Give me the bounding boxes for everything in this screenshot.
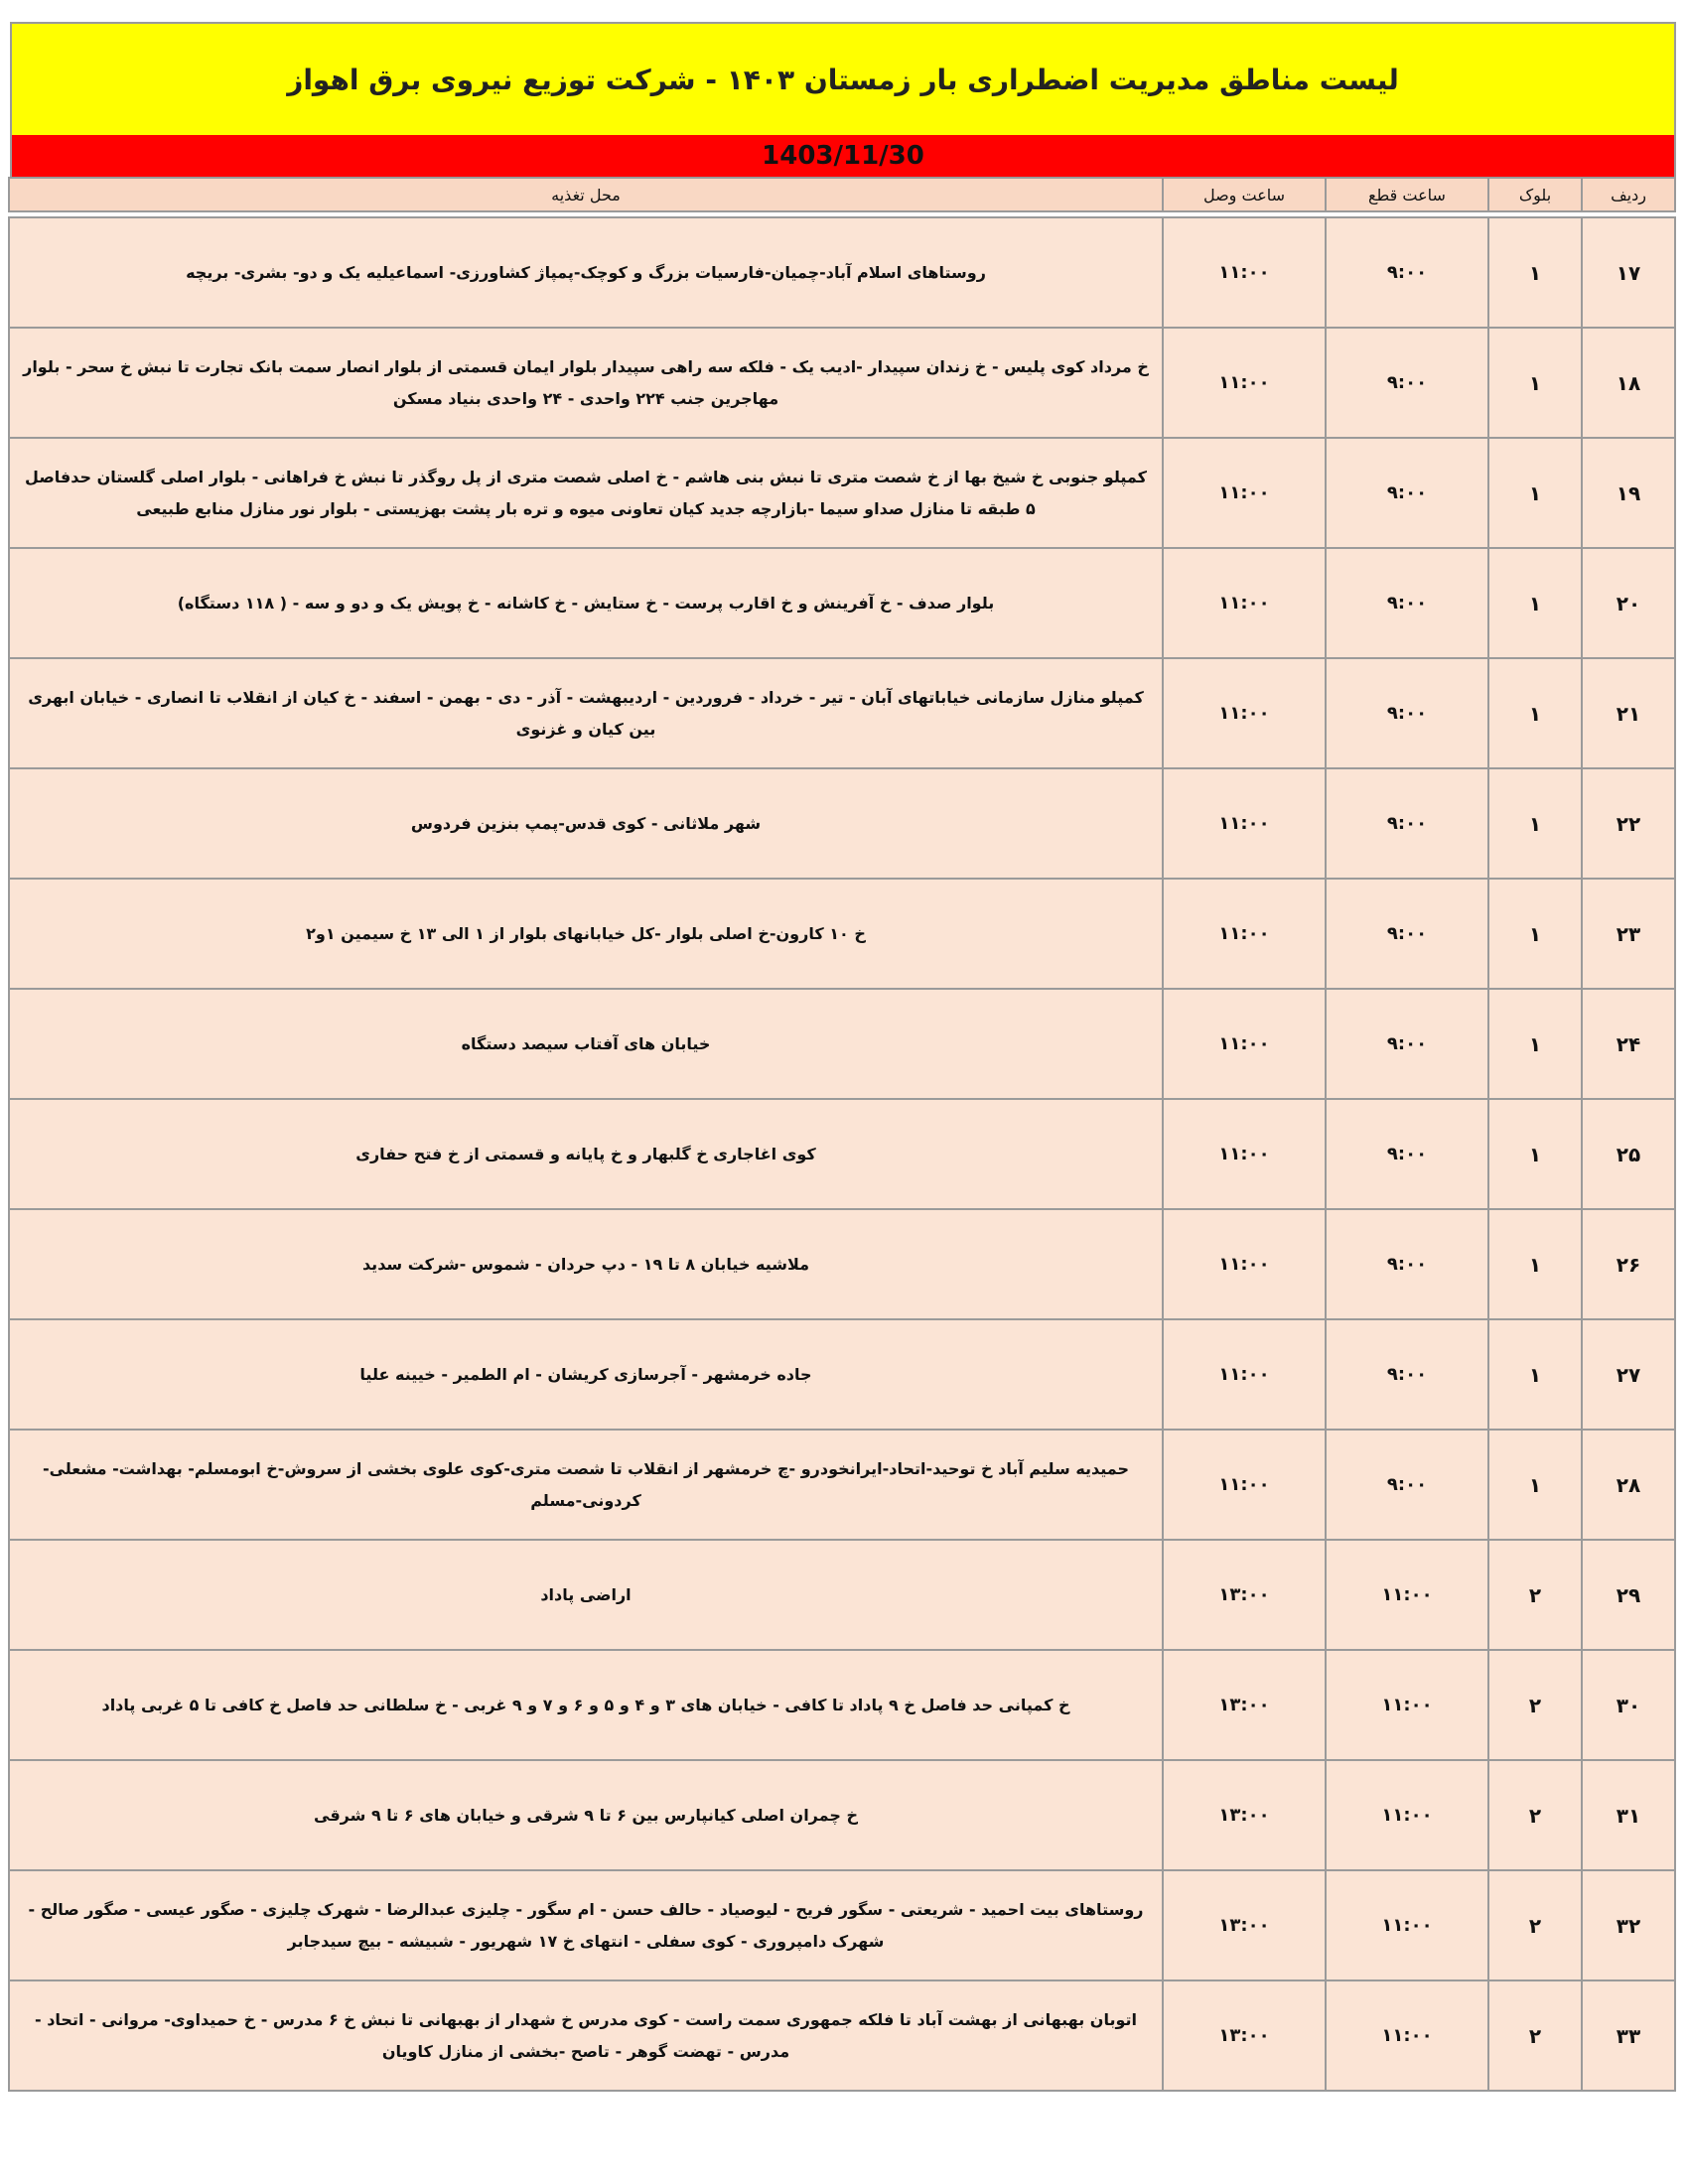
table-row bbox=[9, 438, 1675, 548]
block-cell: ۱ bbox=[1488, 989, 1582, 1099]
block-cell: ۱ bbox=[1488, 1319, 1582, 1430]
header-connect-time: ساعت وصل bbox=[1163, 178, 1326, 211]
cut-time-cell: ۹:۰۰ bbox=[1326, 1319, 1488, 1430]
connect-time-cell: ۱۳:۰۰ bbox=[1163, 1870, 1326, 1980]
row-number-cell: ۳۳ bbox=[1582, 1980, 1675, 2091]
row-number-cell: ۳۱ bbox=[1582, 1760, 1675, 1870]
schedule-sheet bbox=[10, 22, 1676, 2092]
table-row bbox=[9, 1540, 1675, 1650]
table-row bbox=[9, 1650, 1675, 1760]
cut-time-cell: ۱۱:۰۰ bbox=[1326, 1870, 1488, 1980]
block-cell: ۱ bbox=[1488, 768, 1582, 879]
location-cell: خ کمپانی حد فاصل خ ۹ پاداد تا کافی - خیابان های ۳ و ۴ و ۵ و ۶ و ۷ و ۹ غربی - خ سلطانی حد فاصل خ کافی تا ۵ غربی پاداد bbox=[9, 1650, 1163, 1760]
cut-time-cell: ۱۱:۰۰ bbox=[1326, 1650, 1488, 1760]
location-cell: ملاشیه خیابان ۸ تا ۱۹ - دپ حردان - شموس -شرکت سدید bbox=[9, 1209, 1163, 1319]
row-number-cell: ۳۲ bbox=[1582, 1870, 1675, 1980]
outage-table bbox=[8, 177, 1676, 2092]
block-cell: ۲ bbox=[1488, 1760, 1582, 1870]
block-cell: ۱ bbox=[1488, 217, 1582, 328]
connect-time-cell: ۱۱:۰۰ bbox=[1163, 217, 1326, 328]
connect-time-cell: ۱۱:۰۰ bbox=[1163, 1319, 1326, 1430]
table-row bbox=[9, 1870, 1675, 1980]
row-number-cell: ۲۵ bbox=[1582, 1099, 1675, 1209]
table-row bbox=[9, 217, 1675, 328]
location-cell: روستاهای اسلام آباد-چمیان-فارسیات بزرگ و کوچک-پمپاژ کشاورزی- اسماعیلیه یک و دو- بشری- بریچه bbox=[9, 217, 1163, 328]
cut-time-cell: ۹:۰۰ bbox=[1326, 438, 1488, 548]
table-row bbox=[9, 1319, 1675, 1430]
connect-time-cell: ۱۱:۰۰ bbox=[1163, 768, 1326, 879]
location-cell: خ چمران اصلی کیانپارس بین ۶ تا ۹ شرقی و خیابان های ۶ تا ۹ شرقی bbox=[9, 1760, 1163, 1870]
connect-time-cell: ۱۱:۰۰ bbox=[1163, 989, 1326, 1099]
location-cell: شهر ملاثانی - کوی قدس-پمپ بنزین فردوس bbox=[9, 768, 1163, 879]
header-row-number: ردیف bbox=[1582, 178, 1675, 211]
location-cell: خ ۱۰ کارون-خ اصلی بلوار -کل خیابانهای بلوار از ۱ الی ۱۳ خ سیمین ۱و۲ bbox=[9, 879, 1163, 989]
cut-time-cell: ۹:۰۰ bbox=[1326, 328, 1488, 438]
row-number-cell: ۲۰ bbox=[1582, 548, 1675, 658]
block-cell: ۲ bbox=[1488, 1980, 1582, 2091]
cut-time-cell: ۹:۰۰ bbox=[1326, 1430, 1488, 1540]
connect-time-cell: ۱۱:۰۰ bbox=[1163, 1209, 1326, 1319]
block-cell: ۱ bbox=[1488, 879, 1582, 989]
connect-time-cell: ۱۱:۰۰ bbox=[1163, 328, 1326, 438]
row-number-cell: ۲۷ bbox=[1582, 1319, 1675, 1430]
sheet-date: 1403/11/30 bbox=[10, 135, 1676, 177]
table-row bbox=[9, 1430, 1675, 1540]
block-cell: ۱ bbox=[1488, 548, 1582, 658]
cut-time-cell: ۹:۰۰ bbox=[1326, 768, 1488, 879]
header-block: بلوک bbox=[1488, 178, 1582, 211]
header-location: محل تغذیه bbox=[9, 178, 1163, 211]
location-cell: جاده خرمشهر - آجرسازی کریشان - ام الطمیر - خیینه علیا bbox=[9, 1319, 1163, 1430]
block-cell: ۱ bbox=[1488, 1099, 1582, 1209]
table-header-row bbox=[9, 178, 1675, 211]
location-cell: بلوار صدف - خ آفرینش و خ اقارب پرست - خ ستایش - خ کاشانه - خ پویش یک و دو و سه - ( ۱۱۸ دستگاه) bbox=[9, 548, 1163, 658]
cut-time-cell: ۹:۰۰ bbox=[1326, 1099, 1488, 1209]
cut-time-cell: ۹:۰۰ bbox=[1326, 879, 1488, 989]
row-number-cell: ۲۶ bbox=[1582, 1209, 1675, 1319]
cut-time-cell: ۱۱:۰۰ bbox=[1326, 1540, 1488, 1650]
row-number-cell: ۲۲ bbox=[1582, 768, 1675, 879]
cut-time-cell: ۹:۰۰ bbox=[1326, 989, 1488, 1099]
row-number-cell: ۱۷ bbox=[1582, 217, 1675, 328]
cut-time-cell: ۹:۰۰ bbox=[1326, 217, 1488, 328]
cut-time-cell: ۹:۰۰ bbox=[1326, 1209, 1488, 1319]
connect-time-cell: ۱۳:۰۰ bbox=[1163, 1980, 1326, 2091]
connect-time-cell: ۱۳:۰۰ bbox=[1163, 1650, 1326, 1760]
connect-time-cell: ۱۳:۰۰ bbox=[1163, 1760, 1326, 1870]
block-cell: ۲ bbox=[1488, 1870, 1582, 1980]
table-row bbox=[9, 1099, 1675, 1209]
table-row bbox=[9, 548, 1675, 658]
table-row bbox=[9, 879, 1675, 989]
location-cell: کمپلو منازل سازمانی خیاباتهای آبان - تیر - خرداد - فروردین - اردیبهشت - آذر - دی - بهمن - اسفند - خ کیان از انقلاب تا انصاری - خیابان ابهری بین کیان و غزنوی bbox=[9, 658, 1163, 768]
location-cell: اتوبان بهبهانی از بهشت آباد تا فلکه جمهوری سمت راست - کوی مدرس خ شهدار از بهبهانی تا نبش خ ۶ مدرس - خ حمیداوی- مروانی - اتحاد - مدرس - تهضت گوهر - تاصح -بخشی از منازل کاویان bbox=[9, 1980, 1163, 2091]
table-row bbox=[9, 1209, 1675, 1319]
block-cell: ۱ bbox=[1488, 1209, 1582, 1319]
connect-time-cell: ۱۱:۰۰ bbox=[1163, 1430, 1326, 1540]
row-number-cell: ۳۰ bbox=[1582, 1650, 1675, 1760]
row-number-cell: ۲۴ bbox=[1582, 989, 1675, 1099]
block-cell: ۲ bbox=[1488, 1650, 1582, 1760]
cut-time-cell: ۹:۰۰ bbox=[1326, 658, 1488, 768]
location-cell: اراضی پاداد bbox=[9, 1540, 1163, 1650]
location-cell: کوی اغاجاری خ گلبهار و خ پایانه و قسمتی از خ فتح حفاری bbox=[9, 1099, 1163, 1209]
row-number-cell: ۱۹ bbox=[1582, 438, 1675, 548]
cut-time-cell: ۱۱:۰۰ bbox=[1326, 1760, 1488, 1870]
table-row bbox=[9, 1760, 1675, 1870]
header-cut-time: ساعت قطع bbox=[1326, 178, 1488, 211]
location-cell: خ مرداد کوی پلیس - خ زندان سپیدار -ادیب یک - فلکه سه راهی سپیدار بلوار ایمان قسمتی از بلوار انصار سمت بانک تجارت تا نبش خ سحر - بلوار مهاجرین جنب ۲۲۴ واحدی - ۲۴ واحدی بنیاد مسکن bbox=[9, 328, 1163, 438]
cut-time-cell: ۱۱:۰۰ bbox=[1326, 1980, 1488, 2091]
row-number-cell: ۱۸ bbox=[1582, 328, 1675, 438]
sheet-title: لیست مناطق مدیریت اضطراری بار زمستان ۱۴۰۳ - شرکت توزیع نیروی برق اهواز bbox=[10, 22, 1676, 135]
row-number-cell: ۲۳ bbox=[1582, 879, 1675, 989]
table-row bbox=[9, 1980, 1675, 2091]
row-number-cell: ۲۸ bbox=[1582, 1430, 1675, 1540]
row-number-cell: ۲۹ bbox=[1582, 1540, 1675, 1650]
block-cell: ۱ bbox=[1488, 438, 1582, 548]
location-cell: کمپلو جنوبی خ شیخ بها از خ شصت متری تا نبش بنی هاشم - خ اصلی شصت متری از پل روگذر تا نبش خ فراهانی - بلوار اصلی گلستان حدفاصل ۵ طبقه تا منازل صداو سیما -بازارچه جدید کیان تعاونی میوه و تره بار پشت بهزیستی - بلوار نور منازل منابع طبیعی bbox=[9, 438, 1163, 548]
block-cell: ۲ bbox=[1488, 1540, 1582, 1650]
connect-time-cell: ۱۳:۰۰ bbox=[1163, 1540, 1326, 1650]
location-cell: حمیدیه سلیم آباد خ توحید-اتحاد-ایرانخودرو -چ خرمشهر از انقلاب تا شصت متری-کوی علوی بخشی از سروش-خ ابومسلم- بهداشت- مشعلی-کردونی-مسلم bbox=[9, 1430, 1163, 1540]
cut-time-cell: ۹:۰۰ bbox=[1326, 548, 1488, 658]
location-cell: خیابان های آفتاب سیصد دستگاه bbox=[9, 989, 1163, 1099]
block-cell: ۱ bbox=[1488, 1430, 1582, 1540]
connect-time-cell: ۱۱:۰۰ bbox=[1163, 438, 1326, 548]
table-row bbox=[9, 768, 1675, 879]
location-cell: روستاهای بیت احمید - شریعتی - سگور فریح - لیوصیاد - حالف حسن - ام سگور - چلیزی عبدالرضا - شهرک چلیزی - صگور عیسی - صگور صالح - شهرک دامپروری - کوی سفلی - انتهای خ ۱۷ شهریور - شبیشه - بیچ سیدجابر bbox=[9, 1870, 1163, 1980]
block-cell: ۱ bbox=[1488, 328, 1582, 438]
block-cell: ۱ bbox=[1488, 658, 1582, 768]
connect-time-cell: ۱۱:۰۰ bbox=[1163, 658, 1326, 768]
row-number-cell: ۲۱ bbox=[1582, 658, 1675, 768]
table-row bbox=[9, 658, 1675, 768]
table-row bbox=[9, 989, 1675, 1099]
table-row bbox=[9, 328, 1675, 438]
connect-time-cell: ۱۱:۰۰ bbox=[1163, 1099, 1326, 1209]
connect-time-cell: ۱۱:۰۰ bbox=[1163, 879, 1326, 989]
connect-time-cell: ۱۱:۰۰ bbox=[1163, 548, 1326, 658]
